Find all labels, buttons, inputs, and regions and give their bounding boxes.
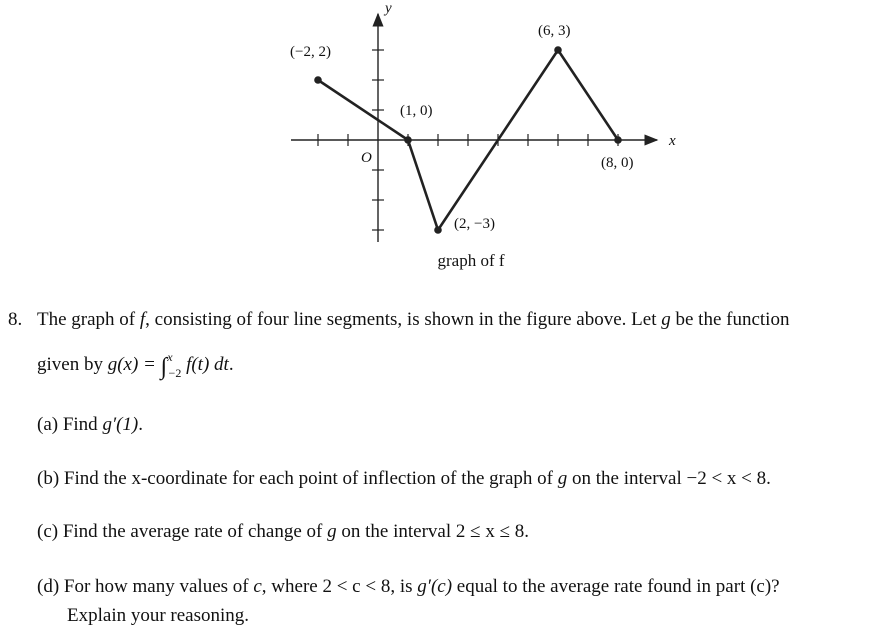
x-axis-label: x (669, 133, 676, 149)
point-label: (8, 0) (601, 155, 634, 171)
point-label: (−2, 2) (290, 44, 331, 60)
origin-label: O (361, 150, 372, 166)
point-label: (2, −3) (454, 216, 495, 232)
point-label: (6, 3) (538, 23, 571, 39)
f-segment (408, 140, 438, 230)
part-b-end: . (766, 468, 771, 489)
part-d (37, 576, 780, 598)
definition-end: . (228, 354, 234, 375)
part-c-g: g (327, 521, 337, 542)
f-vertex-point (314, 76, 322, 84)
problem-number: 8. (8, 309, 23, 330)
integrand: f(t) dt (186, 354, 229, 375)
part-d-text: (d) For how many values of (37, 576, 249, 597)
part-b-text: (b) Find the x-coordinate for each point of inflection of the graph of (37, 468, 553, 489)
f-vertex-point (434, 226, 442, 234)
part-c (37, 521, 529, 543)
part-b-text2: on the interval (572, 468, 682, 489)
part-a (37, 414, 143, 436)
part-d-gc: g′(c) (417, 576, 453, 597)
g-def-lhs: g(x) = (107, 354, 161, 375)
f-vertex-point (554, 46, 562, 54)
part-c-interval: 2 ≤ x ≤ 8 (455, 521, 525, 542)
intro-text-3: be the function (670, 309, 790, 330)
part-b-interval: −2 < x < 8 (686, 468, 767, 489)
part-c-end: . (524, 521, 529, 542)
f-symbol: f (139, 309, 146, 330)
part-a-math: g′(1) (102, 414, 139, 435)
graph-of-f (0, 0, 896, 290)
part-a-label: (a) Find (37, 414, 98, 435)
part-d-line2: Explain your reasoning. (67, 605, 250, 626)
part-d-c: c (253, 576, 262, 597)
intro-text-2: , consisting of four line segments, is shown in the figure above. Let (145, 309, 662, 330)
intro-text-1: The graph of (37, 309, 140, 330)
integral-upper: x (167, 350, 173, 364)
part-b (37, 468, 771, 490)
part-b-g: g (557, 468, 568, 489)
point-label: (1, 0) (400, 103, 433, 119)
integral-sign: ∫ (160, 354, 168, 380)
part-d-text4: equal to the average rate found in part (c)? (456, 576, 780, 597)
f-vertex-point (404, 136, 412, 144)
part-c-text2: on the interval (341, 521, 452, 542)
g-symbol: g (661, 309, 671, 330)
given-by-text: given by (37, 354, 103, 375)
y-axis-label: y (385, 0, 392, 17)
definition-line (37, 350, 234, 381)
part-d-interval: 2 < c < 8 (322, 576, 391, 597)
f-segment (558, 50, 618, 140)
part-d-text2: , where (261, 576, 318, 597)
chart-title: graph of f (437, 251, 505, 270)
integral-lower: −2 (168, 366, 182, 380)
intro-line (37, 309, 789, 331)
part-a-end: . (138, 414, 143, 435)
f-segment (318, 80, 408, 140)
f-vertex-point (614, 136, 622, 144)
part-d-text3: , is (390, 576, 413, 597)
part-c-text: (c) Find the average rate of change of (37, 521, 323, 542)
